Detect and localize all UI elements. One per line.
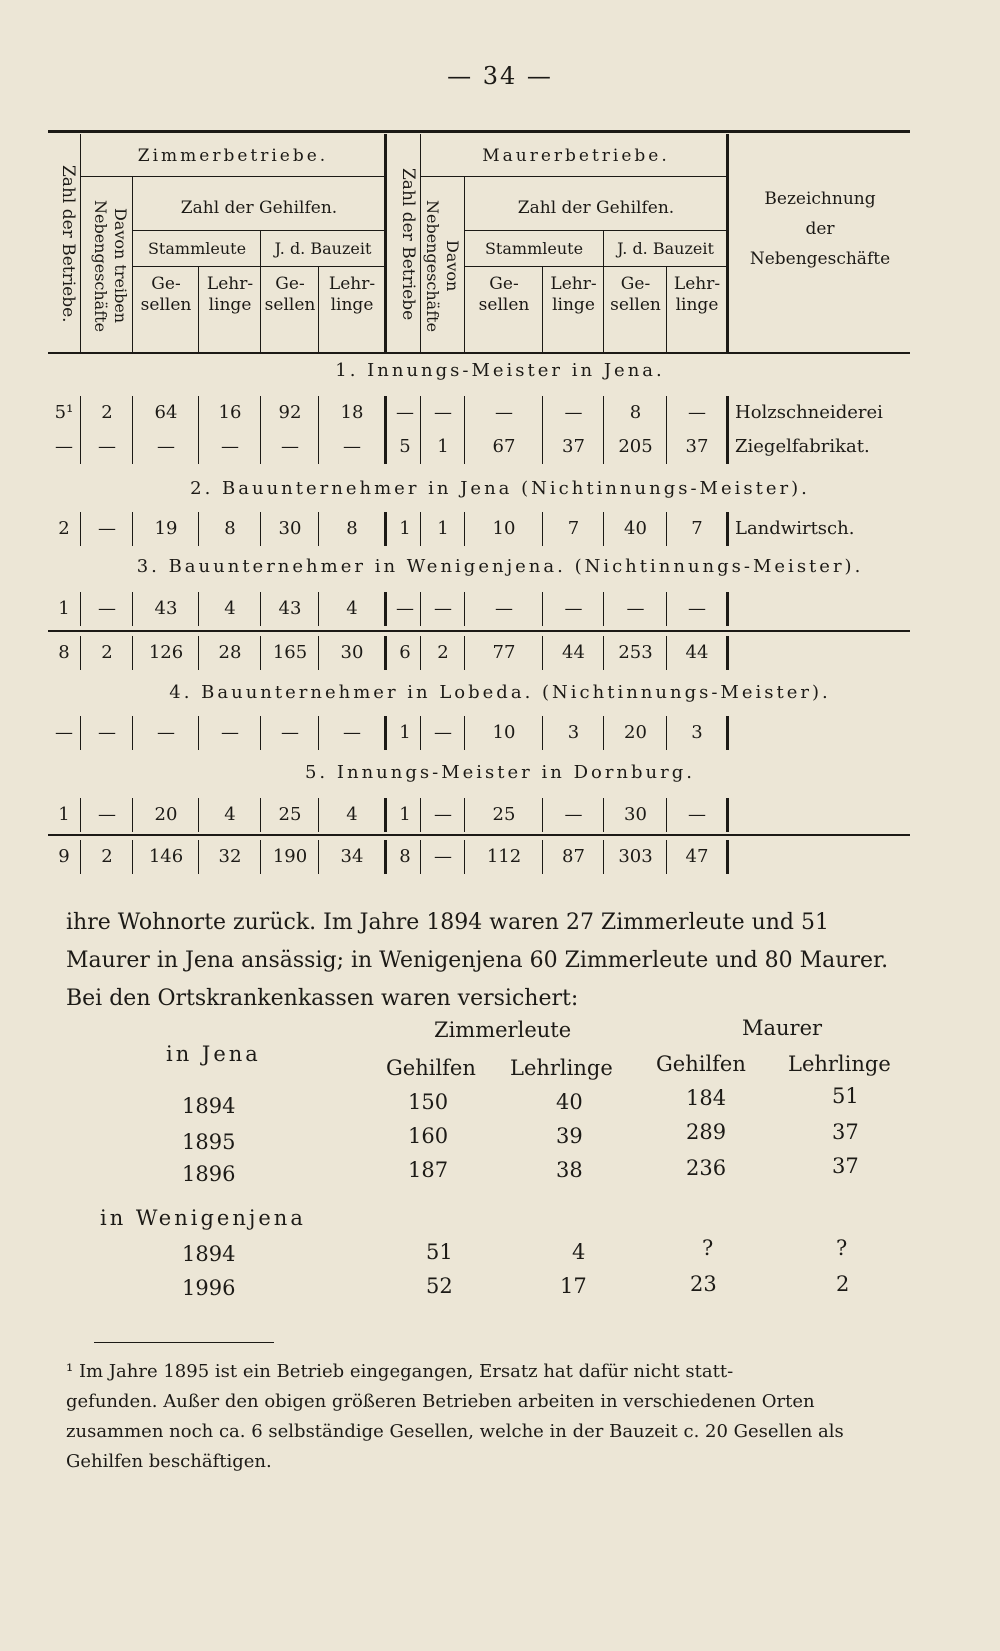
section-title-4: 4. Bauunternehmer in Lobeda. (Nichtinnungs-Meister). bbox=[169, 682, 831, 703]
body-text-line: ihre Wohnorte zurück. Im Jahre 1894 waren 27 Zimmerleute und 51 bbox=[66, 910, 829, 935]
stats-header-lehrlinge-2: Lehrlinge bbox=[788, 1052, 891, 1076]
header-lehrlinge-3: Lehr- linge bbox=[550, 274, 597, 315]
header-stammleute-z: Stammleute bbox=[147, 239, 247, 258]
footnote-line: Gehilfen beschäftigen. bbox=[66, 1451, 272, 1472]
footnote-rule bbox=[94, 1342, 274, 1343]
remark bbox=[726, 798, 913, 832]
table-top-rule bbox=[48, 130, 910, 133]
header-lehrlinge-1: Lehr- linge bbox=[206, 274, 254, 315]
header-stammleute-m: Stammleute bbox=[484, 239, 584, 258]
table-row: — — — — — — 1 — 10 3 20 3 bbox=[48, 716, 910, 750]
header-gesellen-3: Ge- sellen bbox=[478, 274, 530, 315]
table-row: 1 — 20 4 25 4 1 — 25 — 30 — bbox=[48, 798, 910, 832]
header-gesellen-4: Ge- sellen bbox=[610, 274, 661, 315]
remark: Landwirtsch. bbox=[726, 512, 913, 546]
stats-header-maurer: Maurer bbox=[742, 1016, 823, 1040]
header-zahl-gehilfen-z: Zahl der Gehilfen. bbox=[180, 198, 338, 218]
header-lehrlinge-2: Lehr- linge bbox=[328, 274, 376, 315]
stats-header-lehrlinge-1: Lehrlinge bbox=[510, 1056, 613, 1080]
table-row: — — — — — — 5 1 67 37 205 37 Ziegelfabrikat. bbox=[48, 430, 910, 464]
remark bbox=[726, 636, 913, 670]
section-title-3: 3. Bauunternehmer in Wenigenjena. (Nichtinnungs-Meister). bbox=[136, 556, 864, 577]
header-zahl-betriebe: Zahl der Betriebe. bbox=[58, 165, 78, 323]
header-bauzeit-z: J. d. Bauzeit bbox=[274, 239, 372, 258]
table-row: 2 — 19 8 30 8 1 1 10 7 40 7 Landwirtsch. bbox=[48, 512, 910, 546]
remark bbox=[726, 592, 913, 626]
body-text-line: Bei den Ortskrankenkassen waren versichert: bbox=[66, 986, 579, 1011]
header-davon-nebengeschaefte-m: Davon Nebengeschäfte bbox=[423, 199, 462, 333]
remark: Holzschneiderei bbox=[726, 396, 913, 430]
section-title-5: 5. Innungs-Meister in Dornburg. bbox=[304, 762, 695, 783]
stats-header-gehilfen-1: Gehilfen bbox=[386, 1056, 476, 1080]
table-row: 5¹ 2 64 16 92 18 — — — — 8 — Holzschneiderei bbox=[48, 396, 910, 430]
stats-header-zimmerleute: Zimmerleute bbox=[434, 1018, 572, 1042]
table-header bbox=[48, 134, 910, 352]
body-text-line: Maurer in Jena ansässig; in Wenigenjena 60 Zimmerleute und 80 Maurer. bbox=[66, 948, 889, 973]
header-zahl-betriebe-m: Zahl der Betriebe bbox=[398, 167, 418, 321]
header-maurerbetriebe: Maurerbetriebe. bbox=[482, 146, 670, 166]
section-title-2: 2. Bauunternehmer in Jena (Nichtinnungs-Meister). bbox=[190, 478, 810, 499]
table-row: 1 — 43 4 43 4 — — — — — — bbox=[48, 592, 910, 626]
header-gesellen-1: Ge- sellen bbox=[140, 274, 192, 315]
header-zahl-gehilfen-m: Zahl der Gehilfen. bbox=[517, 198, 675, 218]
section-title-1: 1. Innungs-Meister in Jena. bbox=[335, 360, 665, 381]
stats-label-in-wenigenjena: in Wenigenjena bbox=[100, 1206, 306, 1230]
header-zimmerbetriebe: Zimmerbetriebe. bbox=[137, 146, 329, 166]
table-row-total: 8 2 126 28 165 30 6 2 77 44 253 44 bbox=[48, 636, 910, 670]
table-row-total: 9 2 146 32 190 34 8 — 112 87 303 47 bbox=[48, 840, 910, 874]
header-bauzeit-m: J. d. Bauzeit bbox=[617, 239, 714, 258]
header-lehrlinge-4: Lehr- linge bbox=[673, 274, 721, 315]
header-bezeichnung: Bezeichnung der Nebengeschäfte bbox=[749, 189, 891, 269]
table-header-bottom-rule bbox=[48, 352, 910, 354]
footnote-line: zusammen noch ca. 6 selbständige Gesellen, welche in der Bauzeit c. 20 Gesellen als bbox=[66, 1421, 844, 1442]
header-gesellen-2: Ge- sellen bbox=[264, 274, 316, 315]
remark: Ziegelfabrikat. bbox=[726, 430, 913, 464]
footnote-line: gefunden. Außer den obigen größeren Betrieben arbeiten in verschiedenen Orten bbox=[66, 1391, 815, 1412]
page-number: — 34 — bbox=[447, 62, 553, 90]
stats-header-gehilfen-2: Gehilfen bbox=[656, 1052, 746, 1076]
subtotal-rule-1 bbox=[48, 630, 910, 632]
header-davon-nebengeschaefte-z: Davon treiben Nebengeschäfte bbox=[91, 199, 130, 333]
document-page: — 34 — Zahl der Betriebe. Zimmerbetriebe. Davon treiben Nebengeschäfte Zahl der Gehilfen. Stammleute J. d. Bauzeit Ge- sellen Lehr- linge Ge- sellen Lehr- linge Zahl der Betriebe Maurerbetriebe. Davon Nebengeschäfte Zahl der Gehilfen. Stammleute J. d. Bauzeit Ge- sellen Lehr- linge Ge- sellen Lehr- linge Bezeichnung der Nebengeschäfte 1. Innungs-Meister in Jena. 5¹ 2 64 16 92 18 — — — — 8 — Holzschneiderei — — — — — — 5 1 67 37 205 37 Ziegelfabrikat. 2. Bauunternehmer in Jena (Nichtinnungs-Meister). 2 — 19 8 30 8 1 1 10 7 40 7 Landwirtsch. 3. Bauunternehmer in Wenigenjena. (Nichtinnungs-Meister). 1 — 43 4 43 4 — — — — — — 8 2 126 28 165 30 6 2 77 44 253 44 4. Bauunternehmer in Lobeda. (Nichtinnungs-Meister). — — — — — — 1 — 10 3 20 3 5. Innungs-Meister in Dornburg. 1 — 20 4 25 4 1 — 25 — 30 — 9 2 146 32 190 34 8 — 112 87 303 47 ihre Wohnorte zurück. Im Jahre 1894 waren 27 Zimmerleute und 51 Maurer in Jena ansässig; in Wenigenjena 60 Zimmerleute und 80 Maurer. Bei den Ortskrankenkassen waren versichert: Zimmerleute Maurer in Jena Gehilfen Lehrlinge Gehilfen Lehrlinge 1894 150 40 184 51 1895 160 39 289 37 1896 187 38 236 37 in Wenigenjena 1894 51 4 ? ? 1996 52 17 23 2 ¹ Im Jahre 1895 ist ein Betrieb eingegangen, Ersatz hat dafür nicht statt- gefunden. Außer den obigen größeren Betrieben arbeiten in verschiedenen Orten zusammen noch ca. 6 selbständige Gesellen, welche in der Bauzeit c. 20 Gesellen als Gehilfen beschäftigen. bbox=[0, 0, 1000, 1651]
stats-label-in-jena: in Jena bbox=[166, 1042, 261, 1066]
subtotal-rule-2 bbox=[48, 834, 910, 836]
remark bbox=[726, 716, 913, 750]
remark bbox=[726, 840, 913, 874]
footnote-line: ¹ Im Jahre 1895 ist ein Betrieb eingegangen, Ersatz hat dafür nicht statt- bbox=[66, 1361, 734, 1382]
